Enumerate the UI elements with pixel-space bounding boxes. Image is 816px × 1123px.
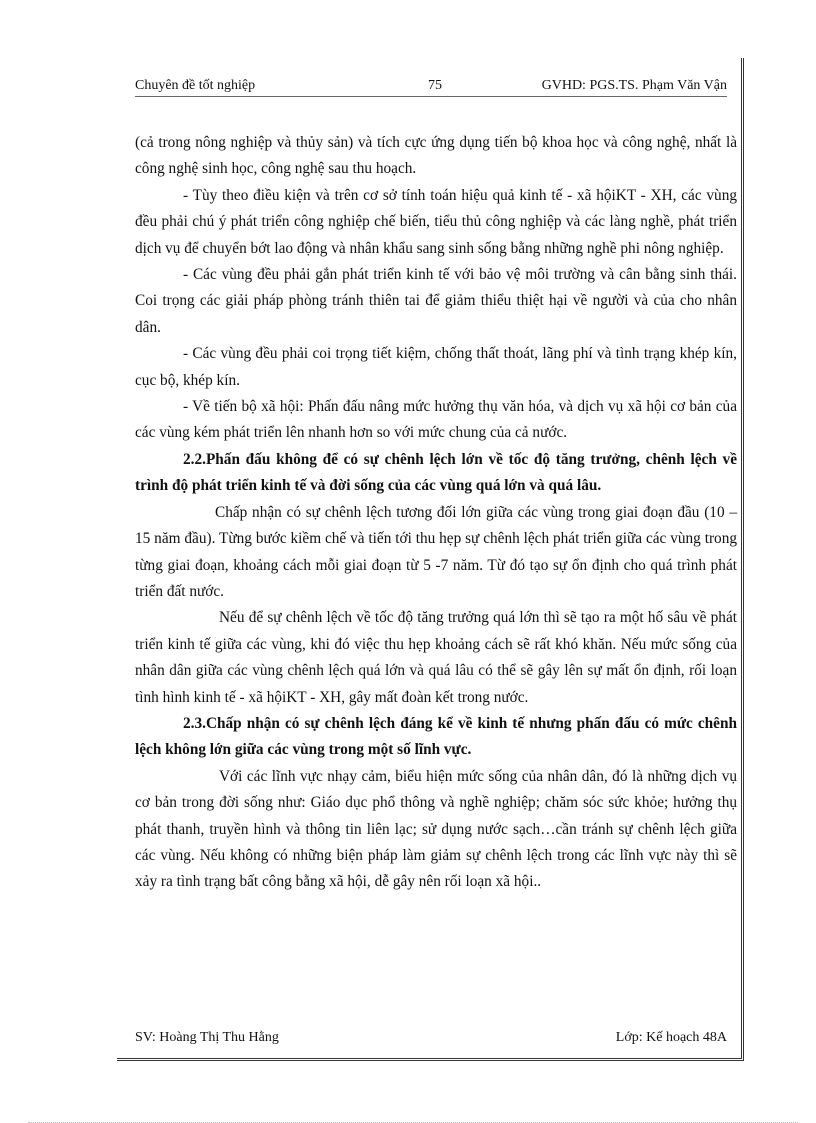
footer-student: SV: Hoàng Thị Thu Hằng (135, 1030, 279, 1045)
paragraph-sensitive-sectors: Với các lĩnh vực nhạy cảm, biểu hiện mức sống của nhân dân, đó là những dịch vụ cơ bản trong đời sống như: Giáo dục phổ thông và nghề nghiệp; chăm sóc sức khỏe; hưởng thụ phát thanh, truyền hình và thông tin liên lạc; sử dụng nước sạch…cần tránh sự chênh lệch giữa các vùng. Nếu không có những biện pháp làm giảm sự chênh lệch trong các lĩnh vực này thì sẽ xảy ra tình trạng bất công bằng xã hội, dễ gây nên rối loạn xã hội.. (135, 767, 737, 891)
footer-class: Lớp: Kế hoạch 48A (615, 1030, 727, 1045)
paragraph-growth-gap: Nếu để sự chênh lệch về tốc độ tăng trưởng quá lớn thì sẽ tạo ra một hố sâu về phát triển kinh tế giữa các vùng, khi đó việc thu hẹp khoảng cách sẽ rất khó khăn. Nếu mức sống của nhân dân giữa các vùng chênh lệch quá lớn và quá lâu có thể sẽ gây lên sự mất ổn định, rối loạn tình hình kinh tế - xã hộiKT - XH, gây mất đoàn kết trong nước. (135, 609, 737, 706)
section-heading-2-2: 2.2.Phấn đấu không để có sự chênh lệch lớn về tốc độ tăng trưởng, chênh lệch về trình độ phát triển kinh tế và đời sống của các vùng quá lớn và quá lâu. (135, 450, 737, 495)
page-header (135, 78, 727, 97)
paragraph-social-progress: - Về tiến bộ xã hội: Phấn đấu nâng mức hưởng thụ văn hóa, và dịch vụ xã hội cơ bản của các vùng kém phát triển lên nhanh hơn so với mức chung của cả nước. (135, 398, 737, 442)
page-footer (135, 1030, 727, 1050)
section-heading-2-3: 2.3.Chấp nhận có sự chênh lệch đáng kể về kinh tế nhưng phấn đấu có mức chênh lệch không lớn giữa các vùng trong một số lĩnh vực. (135, 714, 737, 759)
paragraph-environment: - Các vùng đều phải gắn phát triển kinh tế với bảo vệ môi trường và cân bằng sinh thái. Coi trọng các giải pháp phòng tránh thiên tai để giảm thiểu thiệt hại về người và của cho nhân dân. (135, 266, 737, 336)
paragraph-continuation: (cả trong nông nghiệp và thủy sản) và tích cực ứng dụng tiến bộ khoa học và công nghệ, nhất là công nghệ sinh học, công nghệ sau thu hoạch. (135, 134, 737, 178)
page-number: 75 (428, 78, 442, 93)
page-body (135, 130, 737, 896)
header-document-title: Chuyên đề tốt nghiệp (135, 78, 256, 93)
paragraph-accept-gap: Chấp nhận có sự chênh lệch tương đối lớn giữa các vùng trong giai đoạn đầu (10 – 15 năm đầu). Từng bước kiềm chế và tiến tới thu hẹp sự chênh lệch phát triển giữa các vùng trong từng giai đoạn, khoảng cách mỗi giai đoạn từ 5 -7 năm. Từ đó tạo sự ổn định cho quá trình phát triển đất nước. (135, 503, 737, 600)
header-supervisor: GVHD: PGS.TS. Phạm Văn Vận (541, 78, 727, 93)
paragraph-industry-development: - Tùy theo điều kiện và trên cơ sở tính toán hiệu quả kinh tế - xã hộiKT - XH, các vùng đều phải chú ý phát triển công nghiệp chế biến, tiểu thủ công nghiệp và các làng nghề, phát triển dịch vụ để chuyển bớt lao động và nhân khẩu sang sinh sống bằng những nghề phi nông nghiệp. (135, 186, 737, 257)
paragraph-savings: - Các vùng đều phải coi trọng tiết kiệm, chống thất thoát, lãng phí và tình trạng khép kín, cục bộ, khép kín. (135, 345, 737, 389)
